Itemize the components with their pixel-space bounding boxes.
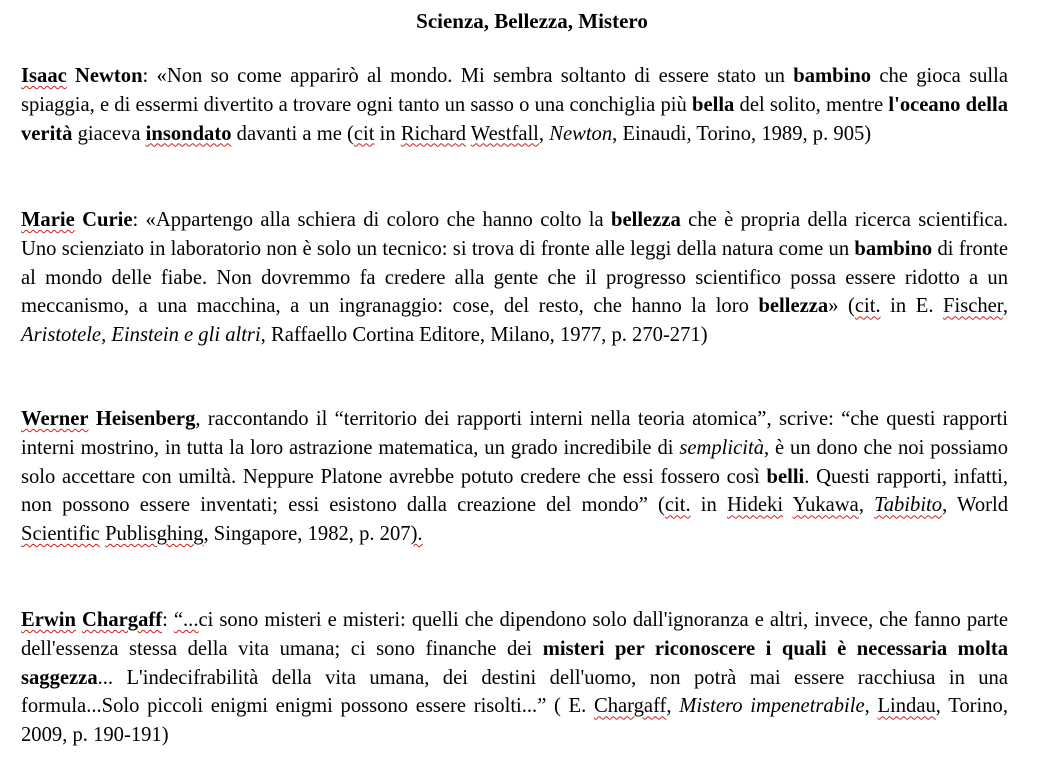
spellcheck-flagged-word: cit. (664, 494, 691, 517)
italic-text-run: Newton (549, 122, 613, 145)
spellcheck-flagged-word: Tabibito (874, 494, 943, 517)
text-run: , World (942, 494, 1008, 517)
spellcheck-flagged-word: Marie (21, 209, 75, 231)
bold-text-run: Curie (82, 209, 133, 231)
text-run (88, 408, 95, 430)
text-run: in E. (880, 295, 944, 318)
text-run: , (864, 695, 878, 718)
spellcheck-flagged-word: Werner (21, 408, 89, 430)
text-run: ... L'indecifrabilità della vita umana, dei destini dell'uomo, non potrà mai essere racchiusa in una formula...Solo piccoli enigmi enigmi possono essere risolti...” ( E. (21, 666, 1008, 718)
text-run: , (538, 122, 550, 145)
text-run: , Einaudi, Torino, 1989, p. 905) (612, 122, 872, 145)
quote-paragraph-newton (21, 62, 1008, 148)
text-run: ci sono misteri e misteri: quelli che dipendono solo dall'ignoranza e altri, invece, che fanno parte dell'essenza stessa della vita umana; ci sono finanche dei (21, 609, 1008, 660)
bold-text-run: l'oceano della verità (21, 93, 1008, 145)
text-run: giaceva (72, 122, 146, 145)
text-run: che è propria della ricerca scientifica. Uno scienziato in laboratorio non è solo un tecnico: si trova di fronte alle leggi della natura come un (21, 209, 1008, 260)
text-run: : «Non so come apparirò al mondo. Mi sembra soltanto di essere stato un (142, 65, 794, 87)
quote-paragraph-chargaff (21, 606, 1008, 750)
spellcheck-flagged-word: Richard (400, 122, 467, 145)
spellcheck-flagged-word: insondato (145, 122, 232, 145)
bold-text-run: bellezza (611, 209, 681, 231)
text-run: , raccontando il “territorio dei rapporti interni nella teoria atomica”, scrive: “che questi rapporti interni mostrino, in tutta la loro astrazione matematica, un grado incredibile di (21, 408, 1008, 459)
text-run: , è un dono che noi possiamo solo accettare con umiltà. Neppure Platone avrebbe potuto credere che essi fossero così (21, 436, 1008, 488)
spellcheck-flagged-word: Scientific (21, 523, 100, 546)
text-run: . Questi rapporti, infatti, non possono essere inventati; essi esistono dalla creazione del mondo” ( (21, 465, 1009, 517)
bold-text-run: bella (692, 93, 735, 116)
text-run: di fronte al mondo delle fiabe. Non dovremmo fa credere alla gente che il progresso scientifico possa essere ridotto a un meccanismo, a una macchina, a un ingranaggio: cose, del resto, che hanno la loro (21, 237, 1008, 318)
text-run: in (374, 122, 401, 145)
spellcheck-flagged-word: Isaac (21, 65, 67, 87)
text-run: davanti a me ( (231, 122, 354, 145)
italic-text-run: Mistero impenetrabile (679, 695, 865, 718)
quote-paragraph-heisenberg (21, 405, 1008, 549)
spellcheck-flagged-word: Fischer (943, 295, 1003, 318)
text-run: , (858, 494, 875, 517)
spellcheck-flagged-word: Westfall (470, 122, 539, 145)
bold-text-run: bambino (854, 237, 933, 260)
text-run (67, 65, 75, 87)
bold-text-run: misteri per riconoscere i quali è necessaria molta saggezza (21, 637, 1008, 689)
italic-text-run: semplicità (679, 436, 764, 459)
quote-paragraph-curie (21, 206, 1008, 350)
spellcheck-flagged-word: Hideki (727, 494, 784, 517)
bold-text-run: belli (766, 465, 805, 488)
text-run: del solito, mentre (734, 93, 889, 116)
spellcheck-flagged-word: Erwin (21, 609, 76, 631)
spellcheck-flagged-word: “... (173, 609, 199, 631)
text-run: : «Appartengo alla schiera di coloro che hanno colto la (132, 209, 612, 231)
spellcheck-flagged-word: cit. (854, 295, 881, 318)
bold-text-run: Newton (75, 65, 143, 87)
text-run: » ( (828, 295, 855, 318)
bold-text-run: bambino (793, 65, 872, 87)
bold-text-run: Heisenberg (95, 408, 196, 430)
text-run: , Singapore, 1982, p. 207 (203, 523, 411, 546)
italic-text-run: Aristotele, Einstein e gli altri (21, 324, 261, 347)
text-run: , Raffaello Cortina Editore, Milano, 1977, p. 270-271) (260, 324, 708, 347)
spellcheck-flagged-word: Publisghing (105, 523, 204, 546)
spellcheck-flagged-word: Lindau (877, 695, 936, 718)
text-run: , (666, 695, 680, 718)
spellcheck-flagged-word: Chargaff (593, 695, 667, 718)
spellcheck-flagged-word: Chargaff (82, 609, 163, 631)
document-title: Scienza, Bellezza, Mistero (416, 9, 648, 33)
spellcheck-flagged-word: cit (353, 122, 375, 145)
text-run: : (162, 609, 174, 631)
text-run: , Torino, 2009, p. 190-191) (21, 695, 1008, 747)
text-run: in (690, 494, 727, 517)
bold-text-run: bellezza (758, 295, 829, 318)
spellcheck-flagged-word: Yukawa (792, 494, 859, 517)
text-run: che gioca sulla spiaggia, e di essermi divertito a trovare ogni tanto un sasso o una conchiglia più (21, 65, 1008, 116)
spellcheck-flagged-word: ). (410, 523, 423, 546)
text-run: , (1002, 295, 1008, 318)
